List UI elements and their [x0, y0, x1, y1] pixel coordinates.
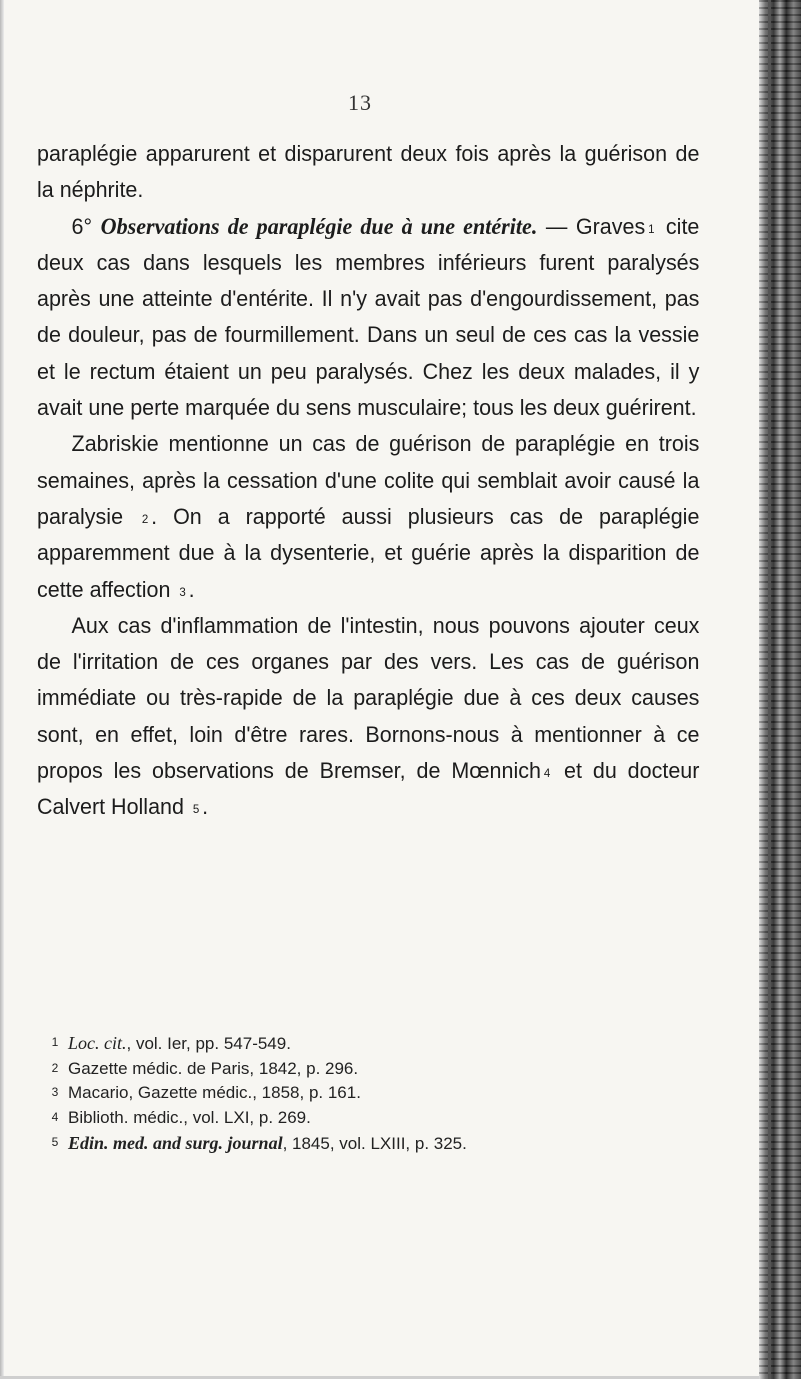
footnote-number: 4 [51, 1110, 59, 1125]
paragraph-text: — Graves [537, 213, 646, 239]
footnote-2 [42, 1057, 742, 1082]
paragraph-text: . [202, 794, 209, 820]
footnote-text: , vol. Ier, pp. 547-549. [126, 1034, 291, 1053]
footnote-text: Biblioth. médic., vol. LXI, p. 269. [68, 1108, 311, 1128]
footnote-text: Gazette médic. de Paris, 1842, p. 296. [68, 1058, 359, 1078]
book-binding [759, 0, 801, 1379]
footnote-ref: 3 [179, 584, 186, 599]
footnote-number: 3 [51, 1085, 59, 1100]
section-title: Observations de paraplégie due à une entérite. [100, 213, 538, 239]
paragraph-text: Aux cas d'inflammation de l'intestin, nous pouvons ajouter ceux de l'irritation de ces organes par des vers. Les cas de guérison immédiate ou très-rapide de la paraplégie due à ces deux causes sont, en effet, loin d'être rares. Bornons-nous à mentionner à ce propos les observations de Bremser, de Mœnnich [37, 612, 700, 784]
footnote-italic: Edin. med. and surg. journal [68, 1132, 283, 1153]
paragraph-section-6 [37, 209, 699, 427]
footnote-3 [42, 1081, 742, 1106]
footnote-5 [42, 1131, 742, 1157]
footnotes [42, 1031, 742, 1157]
footnote-number: 5 [51, 1134, 59, 1149]
paragraph-text: . On a rapporté aussi plusieurs cas de paraplégie apparemment due à la dysenterie, et guérie après la disparition de cette affection [37, 503, 700, 602]
footnote-4 [42, 1106, 742, 1131]
paragraph-continuation: paraplégie apparurent et disparurent deux fois après la guérison de la néphrite. [37, 141, 700, 203]
paragraph-text: cite deux cas dans lesquels les membres inférieurs furent paralysés après une atteinte d'entérite. Il n'y avait pas d'engourdissement, pas de douleur, pas de fourmillement. Dans un seul de ces cas la vessie et le rectum étaient un peu paralysés. Chez les deux malades, il y avait une perte marquée du sens musculaire; tous les deux guérirent. [37, 213, 700, 421]
page-number: 13 [348, 90, 372, 115]
footnote-text: , 1845, vol. LXIII, p. 325. [282, 1133, 467, 1153]
footnote-number: 1 [51, 1035, 59, 1049]
footnote-number: 2 [51, 1060, 59, 1075]
paragraph-text: . [188, 576, 195, 602]
footnote-ref: 2 [141, 511, 149, 526]
body-text [37, 136, 699, 826]
footnote-1 [42, 1031, 742, 1057]
paragraph-intestin [37, 608, 699, 826]
footnote-ref: 1 [648, 221, 655, 236]
footnote-text: Macario, Gazette médic., 1858, p. 161. [68, 1083, 361, 1103]
paragraph-text: et du docteur Calvert Holland [37, 758, 700, 820]
footnote-ref: 5 [192, 802, 200, 817]
paragraph-zabriskie [37, 426, 699, 607]
binding-shadow [768, 0, 771, 1379]
section-number: 6° [71, 213, 93, 239]
footnote-ref: 4 [543, 766, 551, 781]
page-left-edge [0, 0, 4, 1379]
paragraph-text: Zabriskie mentionne un cas de guérison de paraplégie en trois semaines, après la cessation d'une colite qui semblait avoir causé la paralysie [37, 431, 700, 529]
footnote-italic: Loc. cit. [68, 1033, 127, 1053]
